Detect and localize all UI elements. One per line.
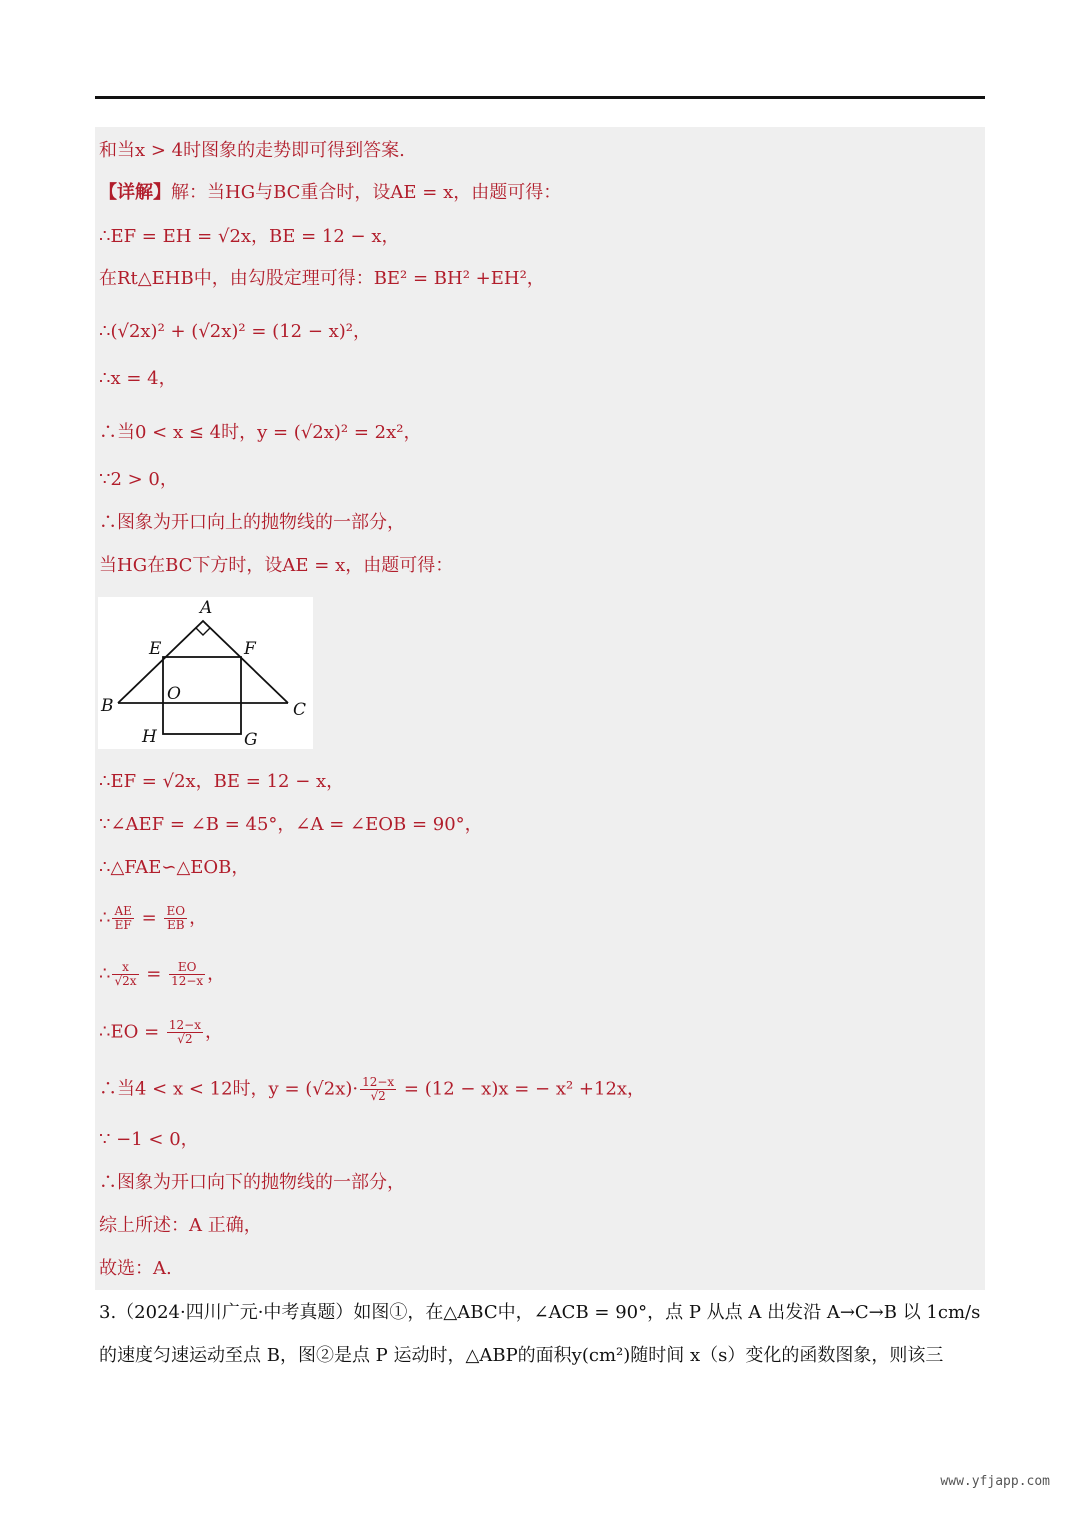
solution-line-4: 在Rt△EHB中，由勾股定理可得：BE² = BH² +EH²， <box>99 268 545 289</box>
line-prefix: ∴EO = <box>99 1021 160 1043</box>
solution-line-7: ∴当0 < x ≤ 4时，y = (√2x)² = 2x²， <box>99 422 422 443</box>
line-suffix: ， <box>207 963 226 985</box>
triangle-sides <box>118 621 288 703</box>
solution-line-12: ∵∠AEF = ∠B = 45°，∠A = ∠EOB = 90°， <box>99 814 483 835</box>
label-a: A <box>200 598 213 618</box>
fraction-eo-12x <box>169 961 205 988</box>
fraction-12x-root2 <box>360 1076 396 1103</box>
line-prefix: ∴ <box>99 907 111 929</box>
line-prefix: ∴当4 < x < 12时，y = (√2x)· <box>99 1078 359 1100</box>
fraction-denominator: √2x <box>114 974 137 988</box>
solution-line-6: ∴x = 4， <box>99 368 177 389</box>
line-suffix: ， <box>204 1021 223 1043</box>
solution-line-9: ∴图象为开口向上的抛物线的一部分， <box>99 512 405 533</box>
solution-line-14 <box>99 905 207 932</box>
detail-text: 解：当HG与BC重合时，设AE = x，由题可得： <box>171 182 562 203</box>
fraction-numerator: x <box>112 961 138 975</box>
right-angle-mark <box>196 628 210 635</box>
fraction-numerator: AE <box>114 904 132 918</box>
fraction-x-root2x <box>112 961 138 988</box>
fraction-numerator: EO <box>169 961 205 975</box>
line-prefix: ∴ <box>99 963 111 985</box>
header-rule <box>95 96 985 99</box>
solution-line-18: ∵ −1 < 0， <box>99 1129 199 1150</box>
solution-line-5: ∴(√2x)² + (√2x)² = (12 − x)²， <box>99 321 372 342</box>
fraction-numerator: EO <box>166 904 186 918</box>
fraction-eo-eb <box>164 905 187 932</box>
equals-sign: = <box>141 907 157 929</box>
question-3-line-1: 3.（2024·四川广元·中考真题）如图①，在△ABC中，∠ACB = 90°，点 P 从点 A 出发沿 A→C→B 以 1cm/s <box>99 1302 981 1323</box>
solution-line-16 <box>99 1019 223 1046</box>
equals-sign: = <box>146 963 162 985</box>
fraction-denominator: EB <box>166 918 185 932</box>
solution-line-20: 综上所述：A 正确， <box>99 1215 262 1236</box>
fraction-12x-root2 <box>167 1019 203 1046</box>
solution-line-19: ∴图象为开口向下的抛物线的一部分， <box>99 1172 405 1193</box>
solution-line-10: 当HG在BC下方时，设AE = x，由题可得： <box>99 555 454 576</box>
solution-line-17 <box>99 1076 645 1103</box>
fraction-numerator: 12−x <box>362 1075 395 1089</box>
fraction-denominator: EF <box>114 918 132 932</box>
watermark: www.yfjapp.com <box>940 1474 1050 1489</box>
label-e: E <box>149 639 162 659</box>
geometry-figure <box>98 597 313 749</box>
label-g: G <box>244 730 258 749</box>
solution-line-21: 故选：A. <box>99 1258 172 1279</box>
solution-line-11: ∴EF = √2x，BE = 12 − x， <box>99 771 345 792</box>
label-b: B <box>101 696 114 716</box>
label-o: O <box>167 684 181 704</box>
solution-line-3: ∴EF = EH = √2x，BE = 12 − x， <box>99 226 400 247</box>
solution-detail <box>99 181 561 205</box>
label-h: H <box>142 727 157 747</box>
detail-label: 【详解】 <box>99 182 171 203</box>
fraction-denominator: 12−x <box>171 974 204 988</box>
solution-line-15 <box>99 961 225 988</box>
fraction-denominator: √2 <box>177 1032 193 1046</box>
label-f: F <box>244 639 256 659</box>
question-3-line-2: 的速度匀速运动至点 B，图②是点 P 运动时，△ABP的面积y(cm²)随时间 x（s）变化的函数图象，则该三 <box>99 1345 944 1366</box>
line-suffix: = (12 − x)x = − x² +12x， <box>403 1078 646 1100</box>
triangle-square-diagram <box>98 597 313 749</box>
fraction-denominator: √2 <box>370 1089 386 1103</box>
solution-line-8: ∵2 > 0， <box>99 469 178 490</box>
line-suffix: ， <box>189 907 208 929</box>
solution-intro: 和当x > 4时图象的走势即可得到答案. <box>99 140 405 161</box>
label-c: C <box>293 700 307 720</box>
solution-line-13: ∴△FAE∽△EOB， <box>99 857 250 878</box>
fraction-ae-ef <box>112 905 133 932</box>
fraction-numerator: 12−x <box>168 1018 201 1032</box>
